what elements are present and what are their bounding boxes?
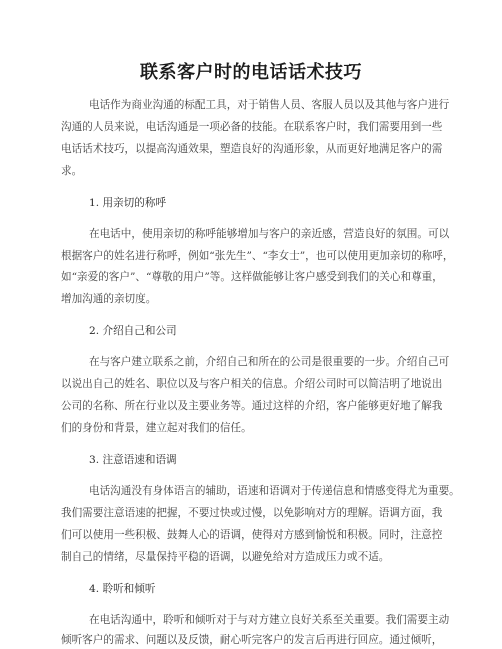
section-line: 电话沟通没有身体语言的辅助，语速和语调对于传递信息和情感变得尤为重要。 xyxy=(89,485,460,497)
section-line: 们的身份和背景，建立起对我们的信任。 xyxy=(61,422,252,434)
section-line: 如“亲爱的客户”、“尊敬的用户”等。这样做能够让客户感受到我们的关心和尊重， xyxy=(61,271,443,283)
section-line: 在电话沟通中，聆听和倾听对于与对方建立良好关系至关重要。我们需要主动 xyxy=(89,614,450,626)
section-heading: 1. 用亲切的称呼 xyxy=(89,197,167,209)
section-line: 们可以使用一些积极、鼓舞人心的语调，使得对方感到愉悦和积极。同时，注意控 xyxy=(61,529,443,541)
section-heading: 2. 介绍自己和公司 xyxy=(89,325,177,337)
section-heading: 4. 聆听和倾听 xyxy=(89,583,156,595)
intro-line: 电话作为商业沟通的标配工具，对于销售人员、客服人员以及其他与客户进行 xyxy=(89,99,450,111)
section-line: 我们需要注意语速的把握，不要过快或过慢，以免影响对方的理解。语调方面，我 xyxy=(61,507,443,519)
intro-line: 电话话术技巧，以提高沟通效果，塑造良好的沟通形象，从而更好地满足客户的需 xyxy=(61,143,443,155)
section-line: 以说出自己的姓名、职位以及与客户相关的信息。介绍公司时可以简洁明了地说出 xyxy=(61,378,443,390)
section-line: 增加沟通的亲切度。 xyxy=(61,293,157,305)
section-line: 制自己的情绪，尽量保持平稳的语调，以避免给对方造成压力或不适。 xyxy=(61,551,390,563)
intro-line: 沟通的人员来说，电话沟通是一项必备的技能。在联系客户时，我们需要用到一些 xyxy=(61,121,443,133)
section-line: 根据客户的姓名进行称呼，例如“张先生”、“李女士”，也可以使用更加亲切的称呼， xyxy=(61,250,454,262)
section-line: 公司的名称、所在行业以及主要业务等。通过这样的介绍，客户能够更好地了解我 xyxy=(61,400,443,412)
section-line: 在与客户建立联系之前，介绍自己和所在的公司是很重要的一步。介绍自己可 xyxy=(89,356,450,368)
section-heading: 3. 注意语速和语调 xyxy=(89,454,177,466)
section-line: 倾听客户的需求、问题以及反馈，耐心听完客户的发言后再进行回应。通过倾听， xyxy=(61,634,443,646)
document-title: 联系客户时的电话话术技巧 xyxy=(140,62,362,83)
section-line: 在电话中，使用亲切的称呼能够增加与客户的亲近感，营造良好的氛围。可以 xyxy=(89,228,450,240)
intro-line: 求。 xyxy=(61,165,83,177)
